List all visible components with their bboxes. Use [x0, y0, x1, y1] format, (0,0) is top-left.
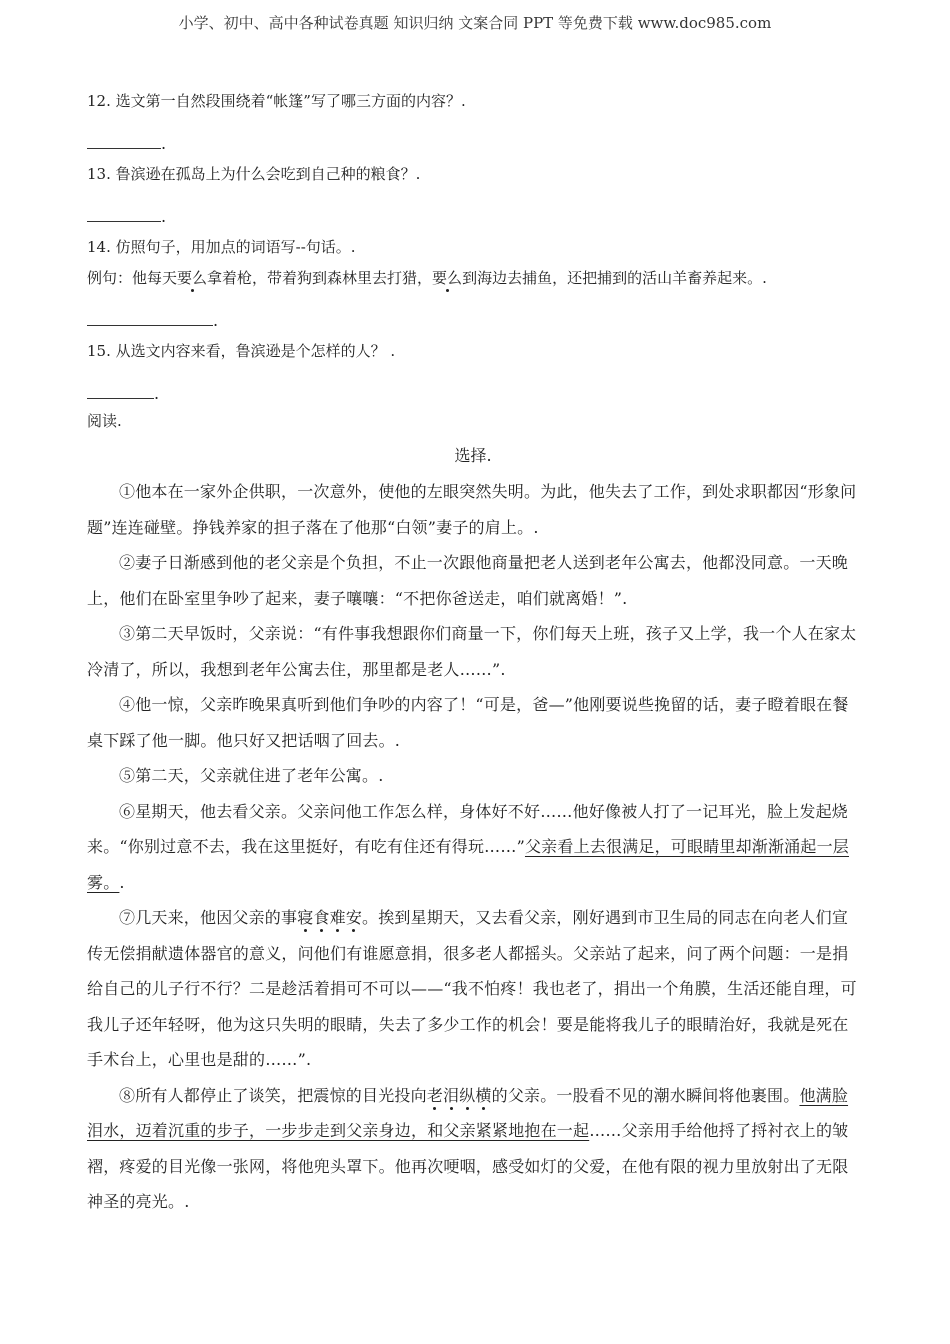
- paragraph-8-text: ⑧所有人都停止了谈笑，把震惊的目光投向: [119, 1085, 427, 1105]
- answer-blank-13[interactable]: .: [87, 207, 859, 221]
- page-header: 小学、初中、高中各种试卷真题 知识归纳 文案合同 PPT 等免费下载 www.doc985.com: [178, 14, 772, 32]
- dotted-phrase: [297, 908, 362, 927]
- paragraph-8: [87, 1078, 859, 1220]
- dotted-phrase: [427, 1086, 492, 1105]
- example-prefix: 例句：他每天: [87, 269, 178, 287]
- reading-label: 阅读.: [87, 412, 122, 430]
- paragraph-6-end: .: [119, 872, 125, 892]
- answer-blank-15[interactable]: .: [87, 384, 859, 398]
- dotted-char: 纵: [459, 1085, 476, 1105]
- question-14: 14. 仿照句子，用加点的词语写--句话。.: [87, 238, 356, 256]
- paragraph-5: ⑤第二天，父亲就住进了老年公寓。.: [119, 766, 384, 785]
- paragraph-8-rest: ……父亲用手给他捋了捋衬衣上的皱褶，疼爱的目光像一张网，将他兜头罩下。他再次哽咽，感受如灯的父爱，在他有限的视力里放射出了无限神圣的亮光。.: [87, 1121, 849, 1211]
- question-14-example: [87, 267, 859, 289]
- paragraph-4: ④他一惊，父亲昨晚果真听到他们争吵的内容了！“可是，爸—”他刚要说些挽留的话，妻子瞪着眼在餐桌下踩了他一脚。他只好又把话咽了回去。.: [87, 695, 849, 750]
- dotted-char: 寝: [297, 908, 314, 927]
- content: [87, 78, 859, 1220]
- dotted-char: 泪: [443, 1085, 460, 1105]
- dotted-char: 横: [475, 1085, 492, 1105]
- dotted-char: 老: [426, 1085, 444, 1105]
- paragraph-6-text: ⑥星期天，他去看父亲。父亲问他工作怎么样，身体好不好……他好像被人打了一记耳光，脸上发起烧来。“你别过意不去，我在这里挺好，有吃有住还有得玩……”: [87, 801, 849, 856]
- paragraph-8-mid: 的父亲。一股看不见的潮水瞬间将他裹围。: [491, 1085, 800, 1105]
- answer-blank-12[interactable]: .: [87, 134, 859, 148]
- dotted-word: 要么: [177, 269, 208, 287]
- example-mid: 拿着枪，带着狗到森林里去打猎，: [207, 269, 433, 287]
- underlined-sentence: 父亲看上去很满足，可眼睛里却渐渐涌起一层雾。: [87, 837, 849, 892]
- underlined-sentence: 他满脸泪水，迈着沉重的步子，一步步走到父亲身边，和父亲紧紧地抱在一起: [87, 1085, 849, 1140]
- passage-title: 选择.: [454, 446, 492, 465]
- dotted-word: 要么: [432, 269, 463, 287]
- question-13: 13. 鲁滨逊在孤岛上为什么会吃到自己种的粮食？.: [87, 165, 421, 183]
- paragraph-7: [87, 900, 859, 1078]
- paragraph-3: ③第二天早饭时，父亲说：“有件事我想跟你们商量一下，你们每天上班，孩子又上学，我一个人在家太冷清了，所以，我想到老年公寓去住，那里都是老人……”.: [87, 624, 857, 679]
- paragraph-6: [87, 794, 859, 901]
- paragraph-7-rest: 。挨到星期天，又去看父亲，刚好遇到市卫生局的同志在向老人们宣传无偿捐献遗体器官的意义，问他们有谁愿意捐，很多老人都摇头。父亲站了起来，问了两个问题：一是捐给自己的儿子行不行？二是趁活着捐可不可以——“我不怕疼！我也老了，捐出一个角膜，生活还能自理，可我儿子还年轻呀，他为这只失明的眼睛，失去了多少工作的机会！要是能将我儿子的眼睛治好，我就是死在手术台上，心里也是甜的……”.: [87, 908, 857, 1069]
- answer-blank-14[interactable]: .: [87, 311, 859, 325]
- paragraph-2: ②妻子日渐感到他的老父亲是个负担，不止一次跟他商量把老人送到老年公寓去，他都没同意。一天晚上，他们在卧室里争吵了起来，妻子嚷嚷：“不把你爸送走，咱们就离婚！”.: [87, 553, 849, 608]
- paragraph-7-text: ⑦几天来，他因父亲的事: [119, 908, 298, 927]
- passage: [87, 474, 859, 1220]
- dotted-char: 难: [329, 908, 346, 927]
- question-15: 15. 从选文内容来看，鲁滨逊是个怎样的人？ .: [87, 342, 396, 360]
- paragraph-1: ①他本在一家外企供职，一次意外，使他的左眼突然失明。为此，他失去了工作，到处求职都因“形象问题”连连碰壁。挣钱养家的担子落在了他那“白领”妻子的肩上。.: [87, 482, 857, 537]
- question-12: 12. 选文第一自然段围绕着“帐篷”写了哪三方面的内容？.: [87, 92, 466, 110]
- dotted-char: 食: [313, 908, 330, 927]
- example-suffix: 到海边去捕鱼，还把捕到的活山羊畜养起来。.: [462, 269, 767, 287]
- dotted-char: 安: [345, 908, 363, 927]
